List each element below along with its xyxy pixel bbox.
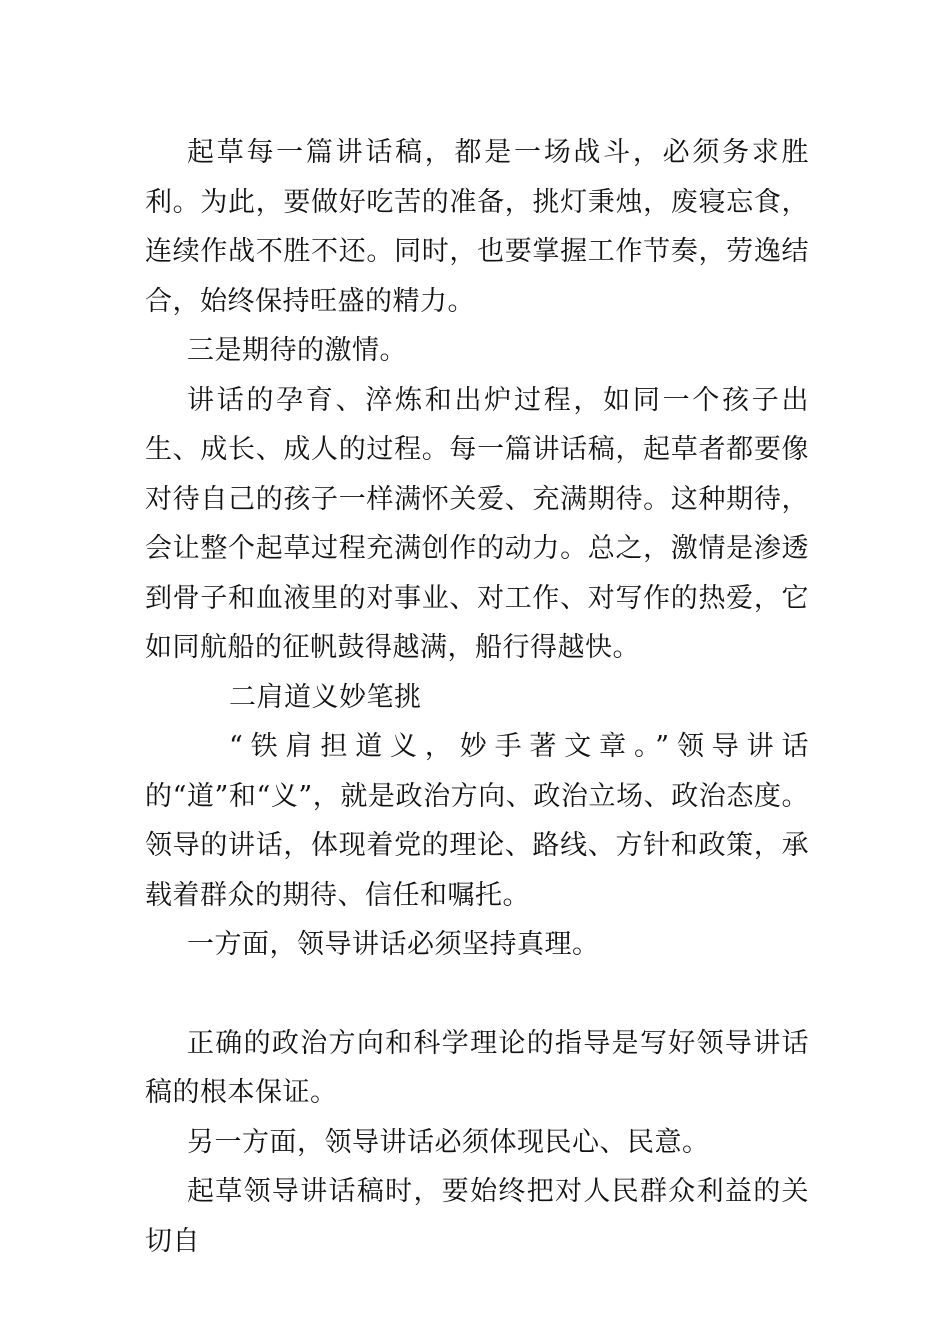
paragraph-passion-heading: 三是期待的激情。 <box>187 335 407 366</box>
paragraph-speech-drafting-battle: 起草每一篇讲话稿，都是一场战斗，必须务求胜利。为此，要做好吃苦的准备，挑灯秉烛，废寝忘食，连续作战不胜不还。同时，也要掌握工作节奏，劳逸结合，始终保持旺盛的精力。 <box>145 137 809 317</box>
paragraph-iron-shoulders-quote: “铁肩担道义，妙手著文章。”领导讲话的“道”和“义”，就是政治方向、政治立场、政治态度。领导的讲话，体现着党的理论、路线、方针和政策，承载着群众的期待、信任和嘱托。 <box>145 731 809 911</box>
paragraph-uphold-truth: 一方面，领导讲话必须坚持真理。 <box>187 929 600 960</box>
paragraph-reflect-public-will: 另一方面，领导讲话必须体现民心、民意。 <box>187 1126 710 1158</box>
document-body <box>145 128 809 1266</box>
paragraph-political-direction: 正确的政治方向和科学理论的指导是写好领导讲话稿的根本保证。 <box>145 1027 809 1108</box>
paragraph-speech-gestation: 讲话的孕育、淬炼和出炉过程，如同一个孩子出生、成长、成人的过程。每一篇讲话稿，起草者都要像对待自己的孩子一样满怀关爱、充满期待。这种期待，会让整个起草过程充满创作的动力。总之，激情是渗透到骨子和血液里的对事业、对工作、对写作的热爱，它如同航船的征帆鼓得越满，船行得越快。 <box>145 384 809 663</box>
paragraph-drafting-concern: 起草领导讲话稿时，要始终把对人民群众利益的关切自 <box>145 1176 809 1257</box>
section-heading: 二肩道义妙笔挑 <box>229 681 422 713</box>
